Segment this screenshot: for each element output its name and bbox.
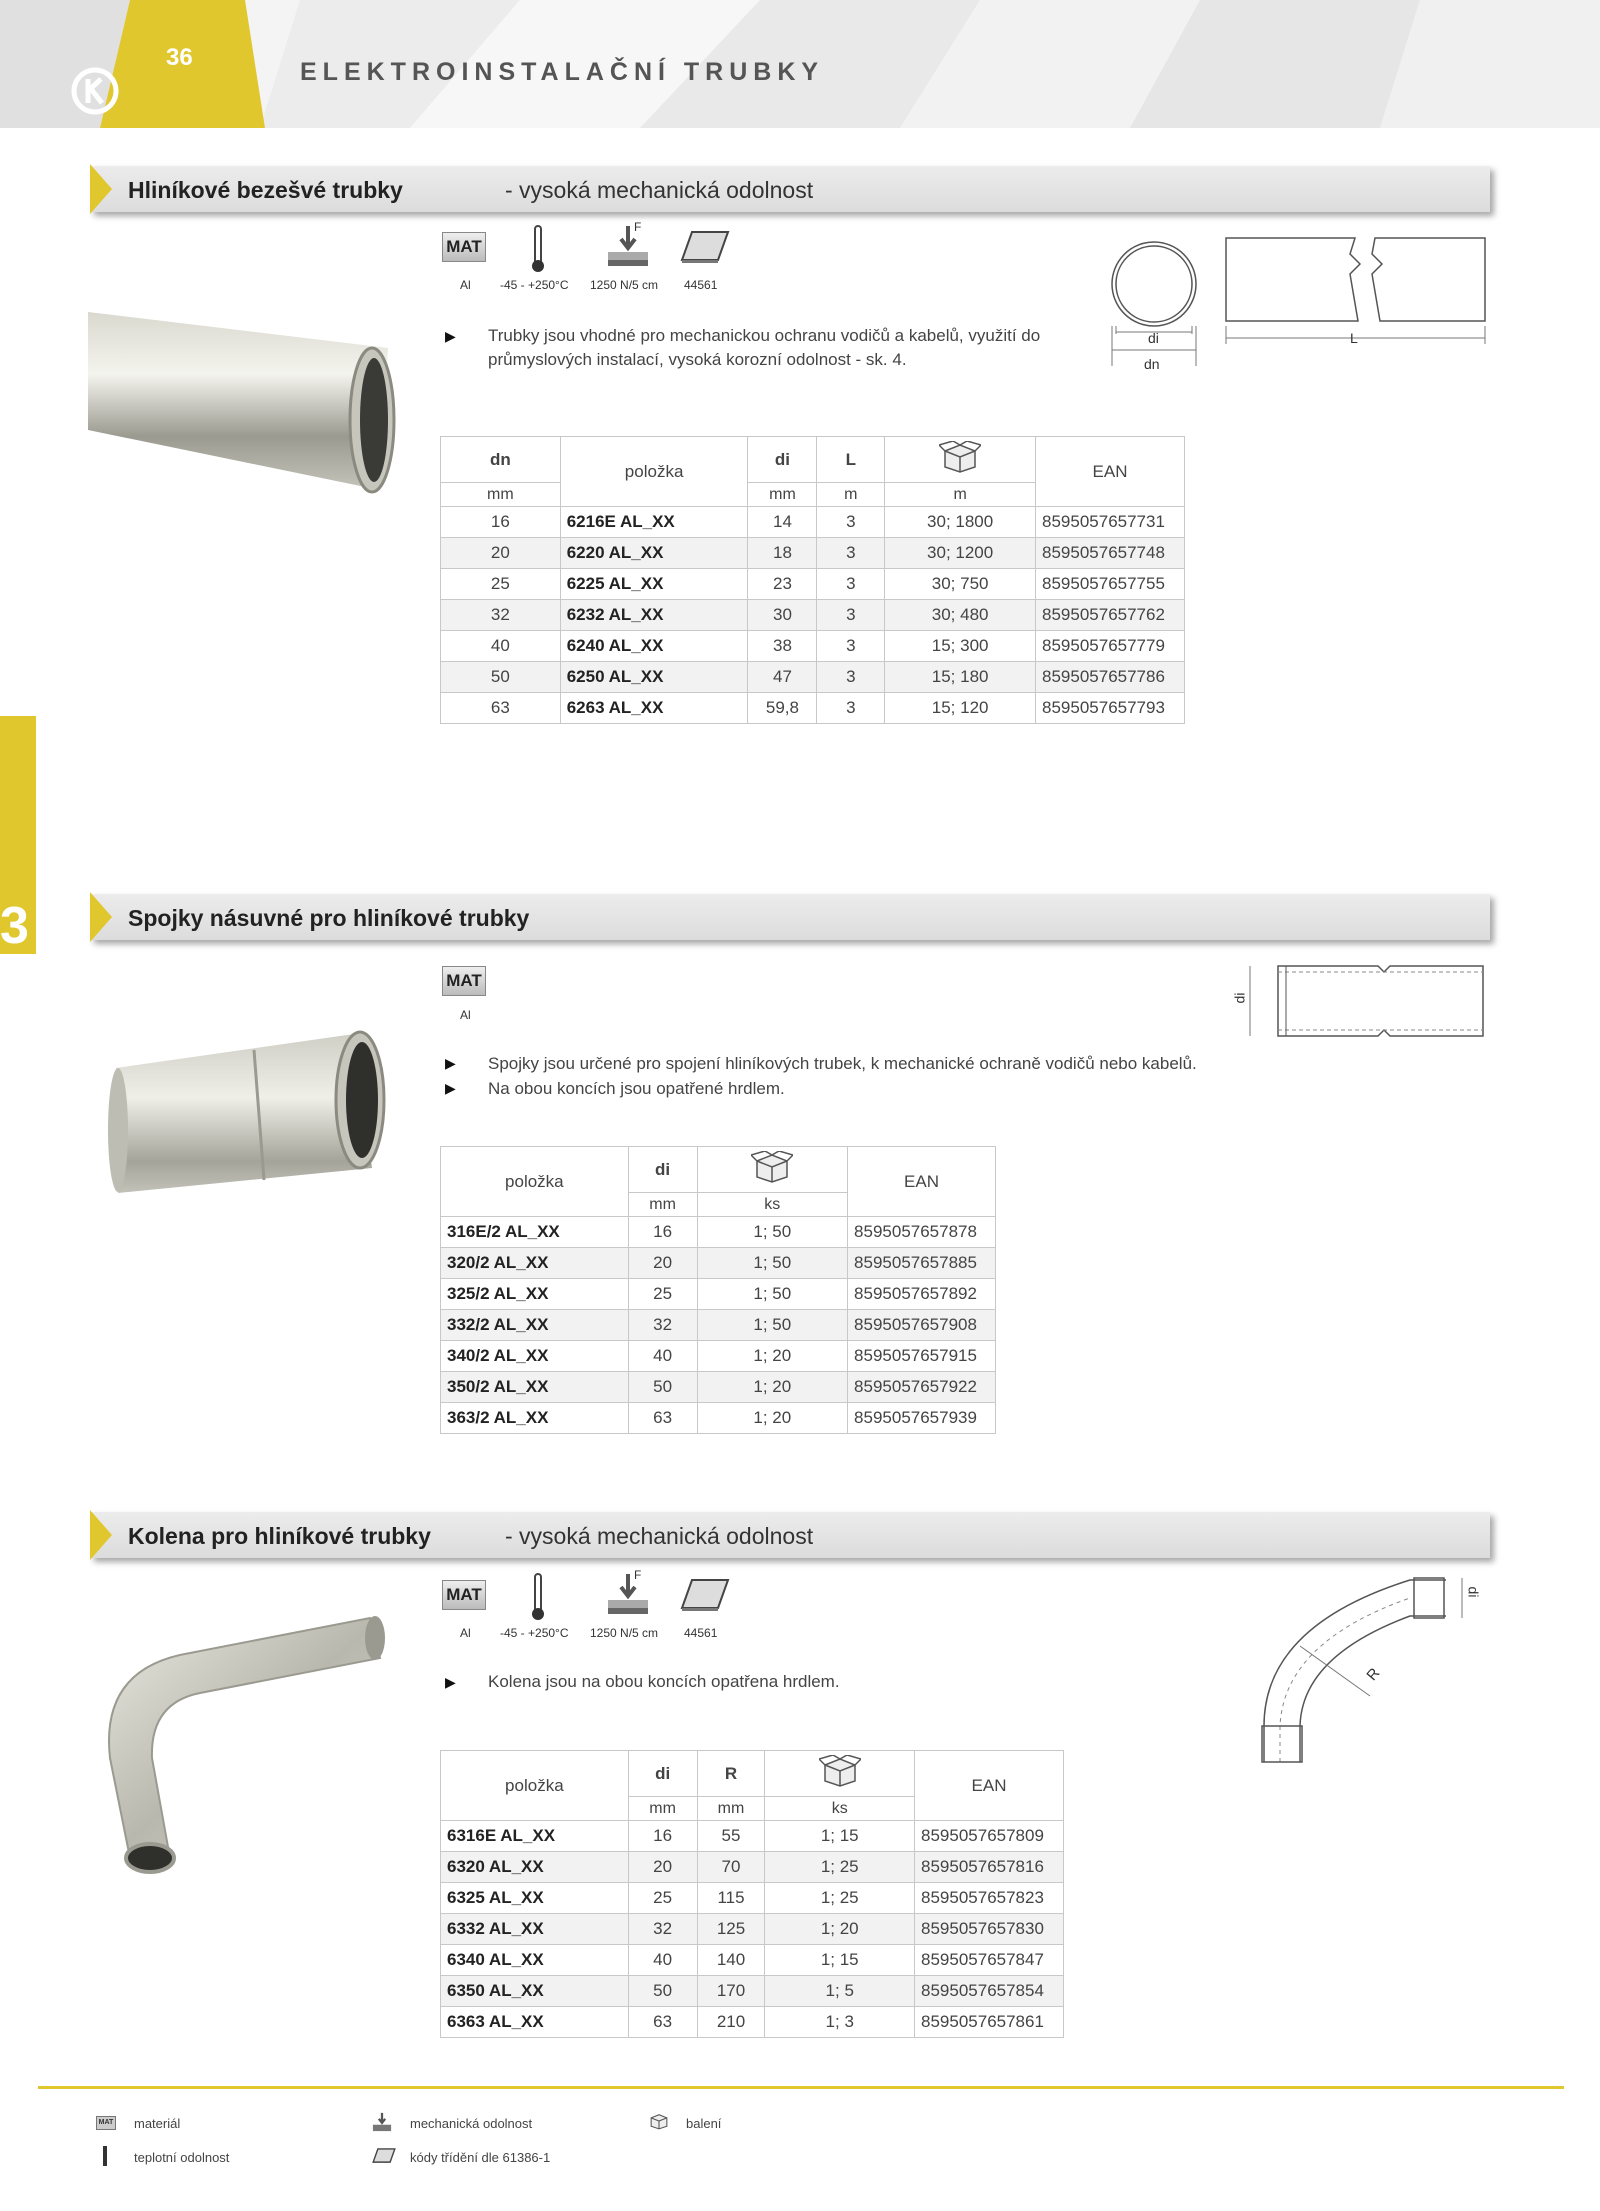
elbow-drawing	[1250, 1566, 1490, 1766]
table-row	[441, 1279, 996, 1310]
product-photo-elbow	[90, 1608, 390, 1878]
table-cell: 30; 1800	[885, 507, 1036, 538]
col-header: položka	[560, 437, 748, 507]
mechanical-force-icon	[372, 2112, 392, 2132]
table-cell: 1; 20	[765, 1914, 915, 1945]
material-badge: MAT	[442, 966, 486, 996]
legend-packaging: balení	[686, 2116, 722, 2131]
table-cell: 30; 1200	[885, 538, 1036, 569]
table-row	[441, 1341, 996, 1372]
table-cell: 16	[628, 1821, 697, 1852]
description-text: Kolena jsou na obou koncích opatřena hrdlem.	[488, 1672, 840, 1691]
table-cell: 20	[628, 1852, 697, 1883]
item-code: 316E/2 AL_XX	[441, 1217, 629, 1248]
table-cell: 25	[628, 1279, 697, 1310]
table-cell: 55	[697, 1821, 765, 1852]
table-cell: 50	[628, 1976, 697, 2007]
table-cell: 1; 50	[697, 1248, 848, 1279]
item-code: 363/2 AL_XX	[441, 1403, 629, 1434]
col-header: R	[697, 1751, 765, 1797]
table-cell: 1; 20	[697, 1403, 848, 1434]
unit-label: ks	[765, 1797, 915, 1821]
col-header: položka	[441, 1147, 629, 1217]
item-code: 6232 AL_XX	[560, 600, 748, 631]
table-row	[441, 1217, 996, 1248]
table-row	[441, 1403, 996, 1434]
table-row	[441, 1372, 996, 1403]
table-cell: 1; 5	[765, 1976, 915, 2007]
table-cell: 14	[748, 507, 817, 538]
material-badge: MAT	[442, 232, 486, 262]
classification-icon	[680, 1578, 730, 1612]
coupling-drawing	[1228, 960, 1490, 1040]
section-header	[90, 166, 1490, 212]
table-cell: 70	[697, 1852, 765, 1883]
section-title: Kolena pro hliníkové trubky	[128, 1523, 431, 1549]
table-cell: 15; 300	[885, 631, 1036, 662]
table-cell: 3	[817, 507, 885, 538]
material-caption: Al	[460, 1008, 471, 1022]
table-cell: 38	[748, 631, 817, 662]
table-row	[441, 507, 1185, 538]
item-code: 6220 AL_XX	[560, 538, 748, 569]
table-cell: 16	[628, 1217, 697, 1248]
table-row	[441, 1914, 1064, 1945]
bullet-icon: ▶	[445, 1055, 456, 1071]
table-row	[441, 1945, 1064, 1976]
table-cell: 30	[748, 600, 817, 631]
item-code: 6363 AL_XX	[441, 2007, 629, 2038]
product-photo-tube	[88, 300, 398, 500]
item-code: 6240 AL_XX	[560, 631, 748, 662]
item-code: 6340 AL_XX	[441, 1945, 629, 1976]
package-icon	[648, 2112, 670, 2130]
table-cell: 25	[441, 569, 561, 600]
table-cell: 63	[628, 1403, 697, 1434]
col-header: EAN	[1036, 437, 1185, 507]
table-cell: 115	[697, 1883, 765, 1914]
table-row	[441, 2007, 1064, 2038]
col-header: dn	[441, 437, 561, 483]
tube-drawing	[1100, 226, 1490, 380]
temperature-caption: -45 - +250°C	[500, 1626, 569, 1640]
section-subtitle: - vysoká mechanická odolnost	[505, 1523, 814, 1549]
radius-label: R	[1363, 1664, 1384, 1685]
ean-code: 8595057657755	[1036, 569, 1185, 600]
table-cell: 3	[817, 538, 885, 569]
table-cell: 3	[817, 631, 885, 662]
material-icon: MAT	[96, 2116, 116, 2130]
table-cell: 1; 50	[697, 1310, 848, 1341]
item-code: 6250 AL_XX	[560, 662, 748, 693]
table-row	[441, 693, 1185, 724]
force-caption: 1250 N/5 cm	[590, 278, 659, 292]
section-arrow-icon	[90, 1510, 112, 1560]
col-header: L	[817, 437, 885, 483]
table-cell: 1; 50	[697, 1279, 848, 1310]
table-cell: 1; 20	[697, 1341, 848, 1372]
item-code: 340/2 AL_XX	[441, 1341, 629, 1372]
table-cell: 25	[628, 1883, 697, 1914]
di-label: di	[1231, 992, 1248, 1004]
ean-code: 8595057657830	[915, 1914, 1064, 1945]
table-row	[441, 662, 1185, 693]
page-title: ELEKTROINSTALAČNÍ TRUBKY	[300, 58, 825, 86]
force-label: F	[634, 220, 642, 234]
table-cell: 15; 120	[885, 693, 1036, 724]
length-label: L	[1350, 330, 1358, 346]
col-header: EAN	[848, 1147, 996, 1217]
table-row	[441, 600, 1185, 631]
table-cell: 140	[697, 1945, 765, 1976]
thermometer-icon	[530, 224, 546, 274]
item-code: 320/2 AL_XX	[441, 1248, 629, 1279]
ean-code: 8595057657847	[915, 1945, 1064, 1976]
unit-label: mm	[628, 1193, 697, 1217]
unit-label: mm	[697, 1797, 765, 1821]
ean-code: 8595057657854	[915, 1976, 1064, 2007]
section-subtitle: - vysoká mechanická odolnost	[505, 177, 814, 203]
col-header: EAN	[915, 1751, 1064, 1821]
thermometer-icon	[102, 2146, 108, 2166]
ean-code: 8595057657885	[848, 1248, 996, 1279]
table-cell: 170	[697, 1976, 765, 2007]
table-cell: 3	[817, 569, 885, 600]
item-code: 6332 AL_XX	[441, 1914, 629, 1945]
classification-icon	[372, 2148, 396, 2164]
ean-code: 8595057657793	[1036, 693, 1185, 724]
table-cell: 1; 20	[697, 1372, 848, 1403]
ean-code: 8595057657731	[1036, 507, 1185, 538]
section-header	[90, 1512, 1490, 1558]
table-row	[441, 1310, 996, 1341]
package-icon	[885, 437, 1036, 483]
legend-mechanical: mechanická odolnost	[410, 2116, 533, 2131]
dn-label: dn	[1144, 356, 1160, 372]
table-cell: 1; 50	[697, 1217, 848, 1248]
ean-code: 8595057657915	[848, 1341, 996, 1372]
ean-code: 8595057657779	[1036, 631, 1185, 662]
chapter-number: 3	[0, 900, 29, 952]
table-cell: 1; 25	[765, 1852, 915, 1883]
unit-label: mm	[628, 1797, 697, 1821]
col-header: položka	[441, 1751, 629, 1821]
package-icon	[697, 1147, 848, 1193]
table-cell: 1; 3	[765, 2007, 915, 2038]
ean-code: 8595057657861	[915, 2007, 1064, 2038]
force-label: F	[634, 1568, 642, 1582]
unit-label: ks	[697, 1193, 848, 1217]
ean-code: 8595057657878	[848, 1217, 996, 1248]
unit-label: mm	[748, 483, 817, 507]
table-cell: 59,8	[748, 693, 817, 724]
item-code: 6263 AL_XX	[560, 693, 748, 724]
unit-label: m	[885, 483, 1036, 507]
section-arrow-icon	[90, 892, 112, 942]
di-label: di	[1148, 330, 1159, 346]
item-code: 6325 AL_XX	[441, 1883, 629, 1914]
bullet-icon: ▶	[445, 1080, 456, 1096]
footer-divider	[38, 2086, 1564, 2089]
property-icons	[442, 962, 542, 1052]
table-row	[441, 631, 1185, 662]
description-text: Spojky jsou určené pro spojení hliníkových trubek, k mechanické ochraně vodičů nebo kabelů.	[488, 1054, 1197, 1073]
coupling-table	[440, 1146, 996, 1434]
item-code: 350/2 AL_XX	[441, 1372, 629, 1403]
table-cell: 50	[441, 662, 561, 693]
item-code: 332/2 AL_XX	[441, 1310, 629, 1341]
force-caption: 1250 N/5 cm	[590, 1626, 659, 1640]
ean-code: 8595057657939	[848, 1403, 996, 1434]
mechanical-force-icon	[606, 1572, 650, 1616]
table-cell: 3	[817, 662, 885, 693]
table-row	[441, 1976, 1064, 2007]
table-cell: 40	[628, 1945, 697, 1976]
legend-material: materiál	[134, 2116, 181, 2131]
ean-code: 8595057657823	[915, 1883, 1064, 1914]
table-cell: 40	[441, 631, 561, 662]
classification-caption: 44561	[684, 278, 718, 292]
table-cell: 63	[441, 693, 561, 724]
ean-code: 8595057657786	[1036, 662, 1185, 693]
table-cell: 16	[441, 507, 561, 538]
table-row	[441, 538, 1185, 569]
section-header	[90, 894, 1490, 940]
table-cell: 1; 25	[765, 1883, 915, 1914]
table-cell: 23	[748, 569, 817, 600]
table-row	[441, 569, 1185, 600]
page-number: 36	[166, 44, 193, 71]
ean-code: 8595057657908	[848, 1310, 996, 1341]
ean-code: 8595057657762	[1036, 600, 1185, 631]
col-header: di	[628, 1147, 697, 1193]
section-title: Spojky násuvné pro hliníkové trubky	[128, 905, 530, 931]
ean-code: 8595057657892	[848, 1279, 996, 1310]
unit-label: m	[817, 483, 885, 507]
table-cell: 20	[441, 538, 561, 569]
di-label: di	[1465, 1586, 1482, 1598]
package-icon	[765, 1751, 915, 1797]
bullet-icon: ▶	[445, 1674, 456, 1690]
section-arrow-icon	[90, 164, 112, 214]
table-cell: 125	[697, 1914, 765, 1945]
legend-temperature: teplotní odolnost	[134, 2150, 230, 2165]
description-text: Trubky jsou vhodné pro mechanickou ochranu vodičů a kabelů, využití do průmyslových instalací, vysoká korozní odolnost - sk. 4.	[488, 326, 1041, 369]
item-code: 6316E AL_XX	[441, 1821, 629, 1852]
property-icons	[442, 1568, 742, 1662]
table-cell: 32	[441, 600, 561, 631]
table-cell: 20	[628, 1248, 697, 1279]
section-title: Hliníkové bezešvé trubky	[128, 177, 403, 203]
tube-table	[440, 436, 1185, 724]
item-code: 6225 AL_XX	[560, 569, 748, 600]
thermometer-icon	[530, 1572, 546, 1622]
table-row	[441, 1821, 1064, 1852]
table-cell: 1; 15	[765, 1821, 915, 1852]
classification-caption: 44561	[684, 1626, 718, 1640]
material-caption: Al	[460, 1626, 471, 1640]
table-cell: 30; 750	[885, 569, 1036, 600]
material-caption: Al	[460, 278, 471, 292]
material-badge: MAT	[442, 1580, 486, 1610]
table-cell: 3	[817, 693, 885, 724]
table-cell: 47	[748, 662, 817, 693]
ean-code: 8595057657816	[915, 1852, 1064, 1883]
classification-icon	[680, 230, 730, 264]
table-cell: 18	[748, 538, 817, 569]
unit-label: mm	[441, 483, 561, 507]
table-cell: 40	[628, 1341, 697, 1372]
table-cell: 63	[628, 2007, 697, 2038]
table-cell: 15; 180	[885, 662, 1036, 693]
ean-code: 8595057657748	[1036, 538, 1185, 569]
table-row	[441, 1248, 996, 1279]
table-row	[441, 1852, 1064, 1883]
col-header: di	[748, 437, 817, 483]
temperature-caption: -45 - +250°C	[500, 278, 569, 292]
table-cell: 30; 480	[885, 600, 1036, 631]
description-text: Na obou koncích jsou opatřené hrdlem.	[488, 1079, 785, 1098]
ean-code: 8595057657922	[848, 1372, 996, 1403]
elbow-table	[440, 1750, 1064, 2038]
table-cell: 210	[697, 2007, 765, 2038]
table-row	[441, 1883, 1064, 1914]
table-cell: 50	[628, 1372, 697, 1403]
bullet-icon: ▶	[445, 328, 456, 344]
product-photo-coupling	[104, 1028, 394, 1198]
table-cell: 32	[628, 1914, 697, 1945]
item-code: 325/2 AL_XX	[441, 1279, 629, 1310]
table-cell: 32	[628, 1310, 697, 1341]
item-code: 6350 AL_XX	[441, 1976, 629, 2007]
table-cell: 3	[817, 600, 885, 631]
col-header: di	[628, 1751, 697, 1797]
item-code: 6216E AL_XX	[560, 507, 748, 538]
ean-code: 8595057657809	[915, 1821, 1064, 1852]
table-cell: 1; 15	[765, 1945, 915, 1976]
item-code: 6320 AL_XX	[441, 1852, 629, 1883]
legend-classification: kódy třídění dle 61386-1	[410, 2150, 551, 2165]
mechanical-force-icon	[606, 224, 650, 268]
property-icons	[442, 220, 742, 314]
brand-logo	[70, 66, 120, 116]
